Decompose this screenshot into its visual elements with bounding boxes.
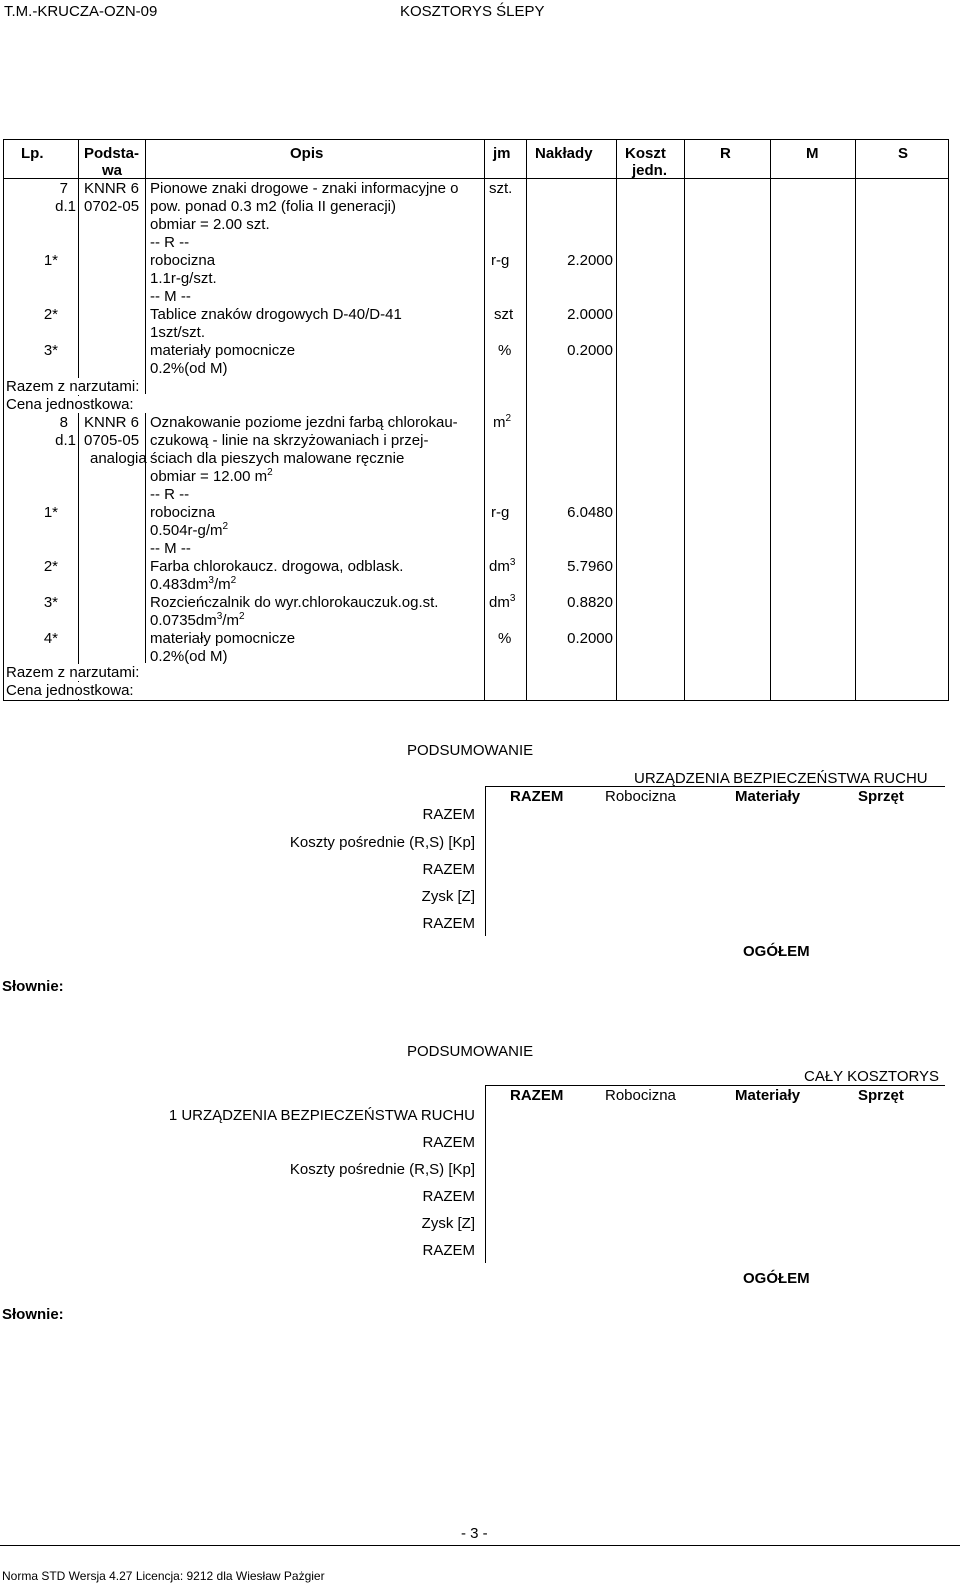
item-description: ściach dla pieszych malowane ręcznie — [150, 450, 405, 467]
license-text: Norma STD Wersja 4.27 Licencja: 9212 dla Wiesław Pażgier — [2, 1569, 325, 1583]
summary-col-robocizna: Robocizna — [605, 788, 676, 805]
summary-header-line — [485, 1085, 945, 1086]
page-number: - 3 - — [461, 1525, 488, 1542]
document-code: T.M.-KRUCZA-OZN-09 — [4, 3, 158, 20]
resource-name: robocizna — [150, 504, 216, 521]
summary-col-robocizna: Robocizna — [605, 1087, 676, 1104]
summary-row-razem: RAZEM — [422, 1134, 475, 1151]
col-s: S — [898, 145, 909, 162]
resource-norm: $0.504r-g/m^2$ — [150, 521, 229, 539]
summary-col-materialy: Materiały — [735, 1087, 801, 1104]
summary-left-line — [485, 1085, 486, 1263]
item-description: Pionowe znaki drogowe - znaki informacyjne o — [150, 180, 459, 197]
summary-total-label: OGÓŁEM — [743, 1270, 810, 1287]
summary-row-razem: RAZEM — [422, 1188, 475, 1205]
col-divider — [526, 140, 527, 700]
col-divider — [684, 140, 685, 700]
col-koszt-2: jedn. — [632, 162, 668, 179]
item-base: KNNR 6 — [84, 414, 140, 431]
resource-name: Farba chlorokaucz. drogowa, odblask. — [150, 558, 404, 575]
resource-norm: $0.0735dm^3/m^2$ — [150, 611, 245, 629]
col-divider — [145, 140, 146, 178]
resource-number: 1* — [43, 504, 58, 521]
unit-price-label: Cena jednostkowa: — [6, 682, 134, 699]
item-unit: $m^2$ — [493, 413, 512, 431]
resource-amount: 6.0480 — [567, 504, 613, 521]
resource-norm: 0.2%(od M) — [150, 360, 228, 377]
resource-norm: 0.2%(od M) — [150, 648, 228, 665]
resource-amount: 0.8820 — [567, 594, 613, 611]
resource-amount: 2.2000 — [567, 252, 613, 269]
resource-unit: szt — [494, 306, 514, 323]
item-base-code: 0705-05 — [84, 432, 140, 449]
total-label: Razem z narzutami: — [6, 378, 140, 395]
resource-number: 2* — [43, 558, 58, 575]
col-divider — [770, 140, 771, 700]
item-quantity: obmiar = 12.00 $m^2$ — [150, 467, 273, 485]
item-sub-number: d.1 — [55, 432, 76, 449]
resource-unit: % — [498, 630, 512, 647]
resource-number: 3* — [43, 594, 58, 611]
summary-header-line — [485, 786, 945, 787]
col-divider — [616, 140, 617, 700]
resource-number: 4* — [43, 630, 58, 647]
document-title: KOSZTORYS ŚLEPY — [400, 3, 545, 20]
resource-unit: $dm^3$ — [489, 557, 516, 575]
col-lp: Lp. — [21, 145, 44, 162]
resource-name: materiały pomocnicze — [150, 630, 296, 647]
summary-row-razem: RAZEM — [422, 915, 475, 932]
item-sub-number: d.1 — [55, 198, 76, 215]
resource-name: Rozcieńczalnik do wyr.chlorokauczuk.og.st. — [150, 594, 439, 611]
col-koszt: Koszt — [625, 145, 666, 162]
summary-row-koszty-posrednie: Koszty pośrednie (R,S) [Kp] — [289, 834, 475, 851]
resource-norm: $0.483dm^3/m^2$ — [150, 575, 237, 593]
col-podstawa-2: wa — [102, 162, 123, 179]
col-opis: Opis — [290, 145, 324, 162]
resource-unit: % — [498, 342, 512, 359]
footer-line — [0, 1545, 960, 1546]
summary-row-section: 1 URZĄDZENIA BEZPIECZEŃSTWA RUCHU — [168, 1107, 475, 1124]
item-base-code: 0702-05 — [84, 198, 140, 215]
col-divider — [78, 140, 79, 700]
cost-table — [3, 139, 949, 701]
col-divider — [484, 140, 485, 700]
in-words-label: Słownie: — [2, 1306, 64, 1323]
col-divider — [145, 178, 146, 394]
section-m-label: -- M -- — [150, 540, 191, 557]
col-divider — [855, 140, 856, 700]
item-base-note: analogia — [90, 450, 147, 467]
resource-number: 3* — [43, 342, 58, 359]
resource-amount: 0.2000 — [567, 342, 613, 359]
summary-row-zysk: Zysk [Z] — [421, 1215, 475, 1232]
col-podstawa: Podsta- — [84, 145, 140, 162]
col-m: M — [806, 145, 819, 162]
resource-amount: 2.0000 — [567, 306, 613, 323]
total-label: Razem z narzutami: — [6, 664, 140, 681]
resource-name: robocizna — [150, 252, 216, 269]
resource-number: 2* — [43, 306, 58, 323]
item-description: Oznakowanie poziome jezdni farbą chlorokau- — [150, 414, 458, 431]
col-naklady: Nakłady — [535, 145, 593, 162]
summary-title: PODSUMOWANIE — [407, 742, 534, 759]
item-number: 7 — [59, 180, 68, 197]
item-quantity: obmiar = 2.00 szt. — [150, 216, 270, 233]
in-words-label: Słownie: — [2, 978, 64, 995]
section-m-label: -- M -- — [150, 288, 191, 305]
summary-left-line — [485, 786, 486, 936]
item-number: 8 — [59, 414, 68, 431]
summary-total-label: OGÓŁEM — [743, 943, 810, 960]
summary-group-title: URZĄDZENIA BEZPIECZEŃSTWA RUCHU — [634, 770, 928, 787]
section-r-label: -- R -- — [150, 234, 190, 251]
resource-name: Tablice znaków drogowych D-40/D-41 — [150, 306, 402, 323]
summary-col-sprzet: Sprzęt — [858, 788, 904, 805]
summary-group-title: CAŁY KOSZTORYS — [804, 1068, 940, 1085]
summary-row-zysk: Zysk [Z] — [421, 888, 475, 905]
resource-unit: r-g — [491, 252, 510, 269]
item-description: czukową - linie na skrzyżowaniach i przej- — [150, 432, 429, 449]
item-base: KNNR 6 — [84, 180, 140, 197]
summary-col-razem: RAZEM — [510, 1087, 564, 1104]
summary-col-materialy: Materiały — [735, 788, 801, 805]
summary-row-razem: RAZEM — [422, 1242, 475, 1259]
summary-row-razem: RAZEM — [422, 806, 475, 823]
summary-col-razem: RAZEM — [510, 788, 564, 805]
resource-amount: 0.2000 — [567, 630, 613, 647]
resource-norm: 1szt/szt. — [150, 324, 206, 341]
col-jm: jm — [493, 145, 511, 162]
resource-unit: r-g — [491, 504, 510, 521]
item-unit: szt. — [489, 180, 513, 197]
summary-row-koszty-posrednie: Koszty pośrednie (R,S) [Kp] — [289, 1161, 475, 1178]
resource-unit: $dm^3$ — [489, 593, 516, 611]
summary-col-sprzet: Sprzęt — [858, 1087, 904, 1104]
section-r-label: -- R -- — [150, 486, 190, 503]
resource-number: 1* — [43, 252, 58, 269]
resource-norm: 1.1r-g/szt. — [150, 270, 217, 287]
unit-price-label: Cena jednostkowa: — [6, 396, 134, 413]
summary-row-razem: RAZEM — [422, 861, 475, 878]
resource-name: materiały pomocnicze — [150, 342, 296, 359]
header-divider — [4, 178, 948, 179]
summary-title: PODSUMOWANIE — [407, 1043, 534, 1060]
col-r: R — [720, 145, 731, 162]
item-description: pow. ponad 0.3 m2 (folia II generacji) — [150, 198, 396, 215]
resource-amount: 5.7960 — [567, 558, 613, 575]
